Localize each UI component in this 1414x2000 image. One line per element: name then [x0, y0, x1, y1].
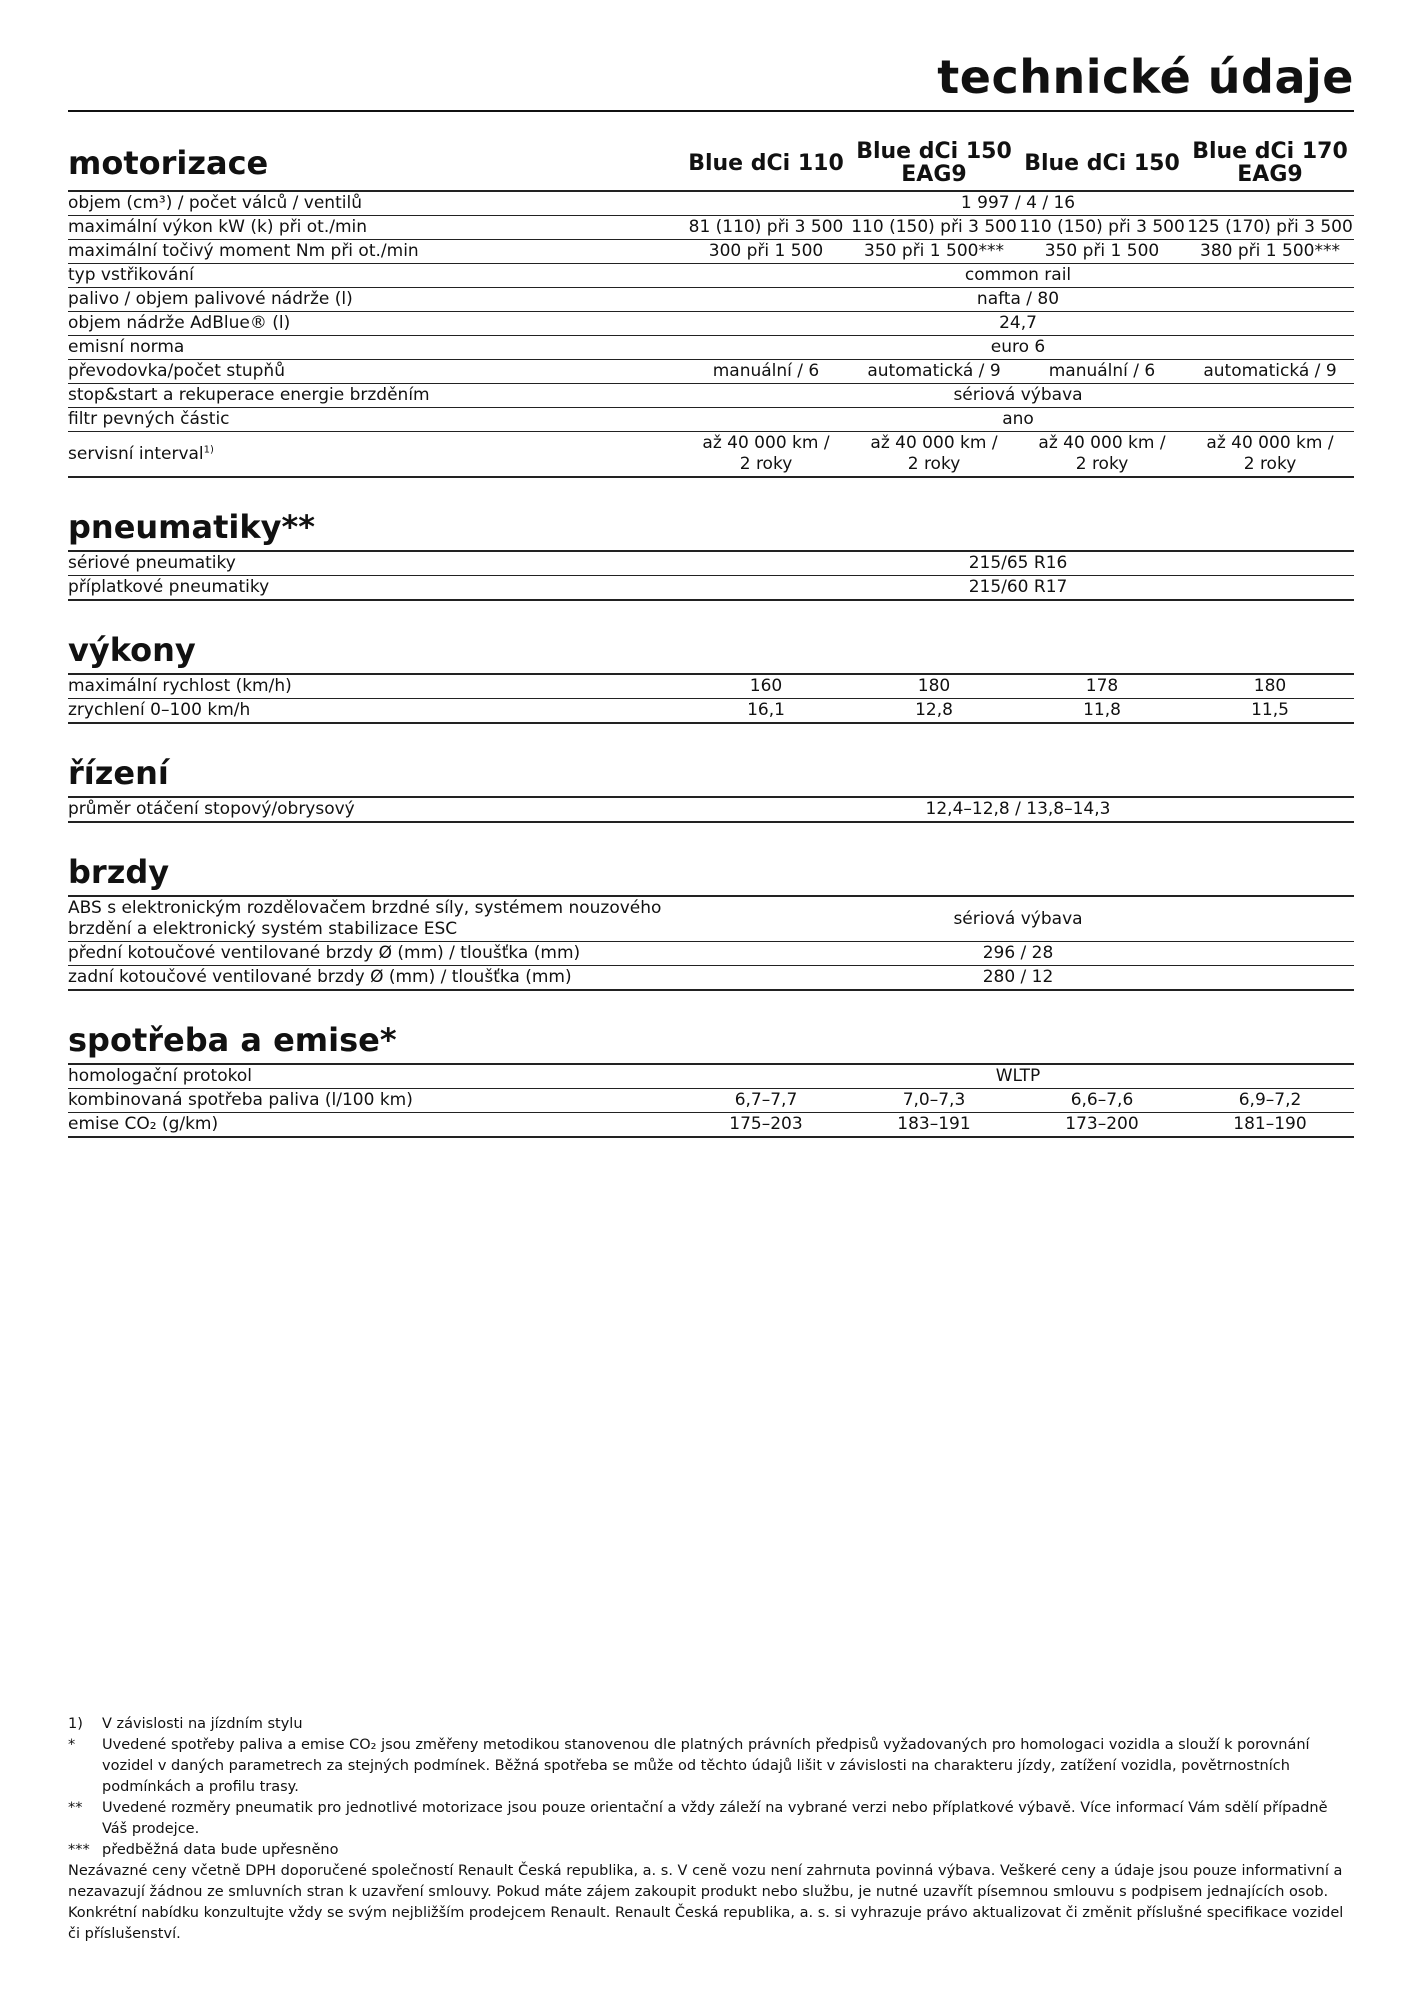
- row-value: sériová výbava: [682, 896, 1354, 942]
- row-value: 1 997 / 4 / 16: [682, 191, 1354, 216]
- table-row: [68, 264, 1354, 288]
- footnote-mark: **: [68, 1800, 83, 1816]
- row-value: sériová výbava: [682, 384, 1354, 408]
- footnotes: [68, 1714, 1354, 1945]
- table-row: [68, 1064, 1354, 1089]
- table-row: [68, 191, 1354, 216]
- motorizace-table: [68, 140, 1354, 478]
- table-row: [68, 336, 1354, 360]
- section-title-motorizace: motorizace: [68, 143, 269, 182]
- table-row: [68, 896, 1354, 942]
- section-title-brzdy: brzdy: [68, 853, 170, 891]
- disclaimer: Nezávazné ceny včetně DPH doporučené společností Renault Česká republika, a. s. V ceně vozu není zahrnuta povinná výbava. Veškeré ceny a údaje jsou pouze informativní a nezavazují žádnou ze smluvních stran k uzavření smlouvy. Pokud máte zájem zakoupit produkt nebo službu, je nutné uzavřít písemnou smlouvu s podpisem jednajících osob. Konkrétní nabídku konzultujte vždy se svým nejbližším prodejcem Renault. Renault Česká republika, a. s. si vyhrazuje právo aktualizovat či změnit příslušné specifikace vozidel či příslušenství.: [68, 1863, 1344, 1942]
- column-header: Blue dCi 150 EAG9: [856, 139, 1012, 187]
- table-row: [68, 312, 1354, 336]
- row-label: typ vstřikování: [68, 264, 682, 288]
- table-row: [68, 1089, 1354, 1113]
- row-label: zrychlení 0–100 km/h: [68, 699, 682, 724]
- row-value: 110 (150) při 3 500: [1018, 216, 1186, 240]
- row-label: přední kotoučové ventilované brzdy Ø (mm) / tloušťka (mm): [68, 942, 682, 966]
- row-value: 12,8: [850, 699, 1018, 724]
- section-title-vykony: výkony: [68, 631, 196, 669]
- row-label: emise CO₂ (g/km): [68, 1113, 682, 1138]
- row-value: automatická / 9: [850, 360, 1018, 384]
- row-value: nafta / 80: [682, 288, 1354, 312]
- section-title-spotreba: spotřeba a emise*: [68, 1021, 397, 1059]
- pneumatiky-table: [68, 550, 1354, 601]
- footnote: [68, 1840, 1354, 1861]
- table-row: [68, 216, 1354, 240]
- row-value: 183–191: [850, 1113, 1018, 1138]
- section-title-pneumatiky: pneumatiky**: [68, 508, 315, 546]
- row-label: zadní kotoučové ventilované brzdy Ø (mm) / tloušťka (mm): [68, 966, 682, 991]
- footnote: [68, 1798, 1354, 1840]
- row-value: 215/65 R16: [682, 551, 1354, 576]
- footnote-mark: ***: [68, 1842, 90, 1858]
- table-row: [68, 674, 1354, 699]
- row-value: 350 při 1 500: [1018, 240, 1186, 264]
- row-label: sériové pneumatiky: [68, 551, 682, 576]
- row-label: emisní norma: [68, 336, 682, 360]
- row-label: servisní interval$^{1)}$: [68, 432, 682, 478]
- row-value: 24,7: [682, 312, 1354, 336]
- footnote-text: V závislosti na jízdním stylu: [102, 1716, 303, 1732]
- row-value: až 40 000 km / 2 roky: [850, 432, 1018, 478]
- footnote: [68, 1735, 1354, 1798]
- row-label: objem nádrže AdBlue® (l): [68, 312, 682, 336]
- row-label: stop&start a rekuperace energie brzděním: [68, 384, 682, 408]
- spec-content: [68, 140, 1354, 1138]
- footnote-text: předběžná data bude upřesněno: [102, 1842, 339, 1858]
- row-value: 81 (110) při 3 500: [682, 216, 850, 240]
- table-row: [68, 551, 1354, 576]
- row-value: manuální / 6: [682, 360, 850, 384]
- row-label: maximální točivý moment Nm při ot./min: [68, 240, 682, 264]
- table-row: [68, 1113, 1354, 1138]
- page-title: technické údaje: [937, 50, 1354, 104]
- row-value: až 40 000 km / 2 roky: [682, 432, 850, 478]
- table-row: [68, 699, 1354, 724]
- column-header: Blue dCi 150: [1024, 150, 1180, 176]
- row-value: 280 / 12: [682, 966, 1354, 991]
- row-value: 6,9–7,2: [1186, 1089, 1354, 1113]
- row-label: průměr otáčení stopový/obrysový: [68, 797, 682, 822]
- row-value: 11,5: [1186, 699, 1354, 724]
- row-value: až 40 000 km / 2 roky: [1018, 432, 1186, 478]
- row-value: 181–190: [1186, 1113, 1354, 1138]
- column-header: Blue dCi 110: [688, 150, 844, 176]
- row-value: manuální / 6: [1018, 360, 1186, 384]
- row-value: 180: [850, 674, 1018, 699]
- footnote-mark: *: [68, 1737, 76, 1753]
- row-value: 160: [682, 674, 850, 699]
- row-value: až 40 000 km / 2 roky: [1186, 432, 1354, 478]
- column-header: Blue dCi 170 EAG9: [1192, 139, 1348, 187]
- title-divider: [68, 110, 1354, 112]
- table-row: [68, 360, 1354, 384]
- table-row: [68, 288, 1354, 312]
- table-row: [68, 240, 1354, 264]
- row-value: automatická / 9: [1186, 360, 1354, 384]
- rizeni-table: [68, 796, 1354, 823]
- row-value: 175–203: [682, 1113, 850, 1138]
- row-label: filtr pevných částic: [68, 408, 682, 432]
- row-value: 350 při 1 500***: [850, 240, 1018, 264]
- row-value: 11,8: [1018, 699, 1186, 724]
- row-value: 300 při 1 500: [682, 240, 850, 264]
- row-value: 16,1: [682, 699, 850, 724]
- row-value: euro 6: [682, 336, 1354, 360]
- row-value: 6,7–7,7: [682, 1089, 850, 1113]
- table-row: [68, 966, 1354, 991]
- footnote: [68, 1714, 1354, 1735]
- row-label: homologační protokol: [68, 1064, 682, 1089]
- row-value: 6,6–7,6: [1018, 1089, 1186, 1113]
- row-value: 178: [1018, 674, 1186, 699]
- table-row: [68, 942, 1354, 966]
- column-header-row: [68, 140, 1354, 191]
- table-row: [68, 432, 1354, 478]
- row-value: 173–200: [1018, 1113, 1186, 1138]
- footnote-text: Uvedené spotřeby paliva a emise CO₂ jsou změřeny metodikou stanovenou dle platných právních předpisů vyžadovaných pro homologaci vozidla a slouží k porovnání vozidel v daných parametrech za stejných podmínek. Běžná spotřeba se může od těchto údajů lišit v závislosti na charakteru jízdy, zatížení vozidla, povětrnostních podmínkách a profilu trasy.: [102, 1737, 1310, 1795]
- row-value: common rail: [682, 264, 1354, 288]
- table-row: [68, 384, 1354, 408]
- section-title-rizeni: řízení: [68, 754, 169, 792]
- row-value: 7,0–7,3: [850, 1089, 1018, 1113]
- brzdy-table: [68, 895, 1354, 991]
- row-value: ano: [682, 408, 1354, 432]
- row-value: 296 / 28: [682, 942, 1354, 966]
- row-value: 125 (170) při 3 500: [1186, 216, 1354, 240]
- footnote-ref: 1): [203, 443, 214, 455]
- row-value: 12,4–12,8 / 13,8–14,3: [682, 797, 1354, 822]
- footnote-text: Uvedené rozměry pneumatik pro jednotlivé motorizace jsou pouze orientační a vždy záleží na vybrané verzi nebo příplatkové výbavě. Více informací Vám sdělí případně Váš prodejce.: [102, 1800, 1328, 1837]
- spotreba-table: [68, 1063, 1354, 1138]
- row-label: převodovka/počet stupňů: [68, 360, 682, 384]
- table-row: [68, 576, 1354, 601]
- row-label: palivo / objem palivové nádrže (l): [68, 288, 682, 312]
- row-label: příplatkové pneumatiky: [68, 576, 682, 601]
- row-label: maximální rychlost (km/h): [68, 674, 682, 699]
- row-value: 215/60 R17: [682, 576, 1354, 601]
- row-label: objem (cm³) / počet válců / ventilů: [68, 191, 682, 216]
- row-value: 180: [1186, 674, 1354, 699]
- table-row: [68, 797, 1354, 822]
- footnote-mark: 1): [68, 1716, 83, 1732]
- row-label: maximální výkon kW (k) při ot./min: [68, 216, 682, 240]
- vykony-table: [68, 673, 1354, 724]
- row-value: 380 při 1 500***: [1186, 240, 1354, 264]
- row-label: ABS s elektronickým rozdělovačem brzdné síly, systémem nouzového brzdění a elektronický systém stabilizace ESC: [68, 896, 682, 942]
- row-value: 110 (150) při 3 500: [850, 216, 1018, 240]
- table-row: [68, 408, 1354, 432]
- row-label: kombinovaná spotřeba paliva (l/100 km): [68, 1089, 682, 1113]
- row-value: WLTP: [682, 1064, 1354, 1089]
